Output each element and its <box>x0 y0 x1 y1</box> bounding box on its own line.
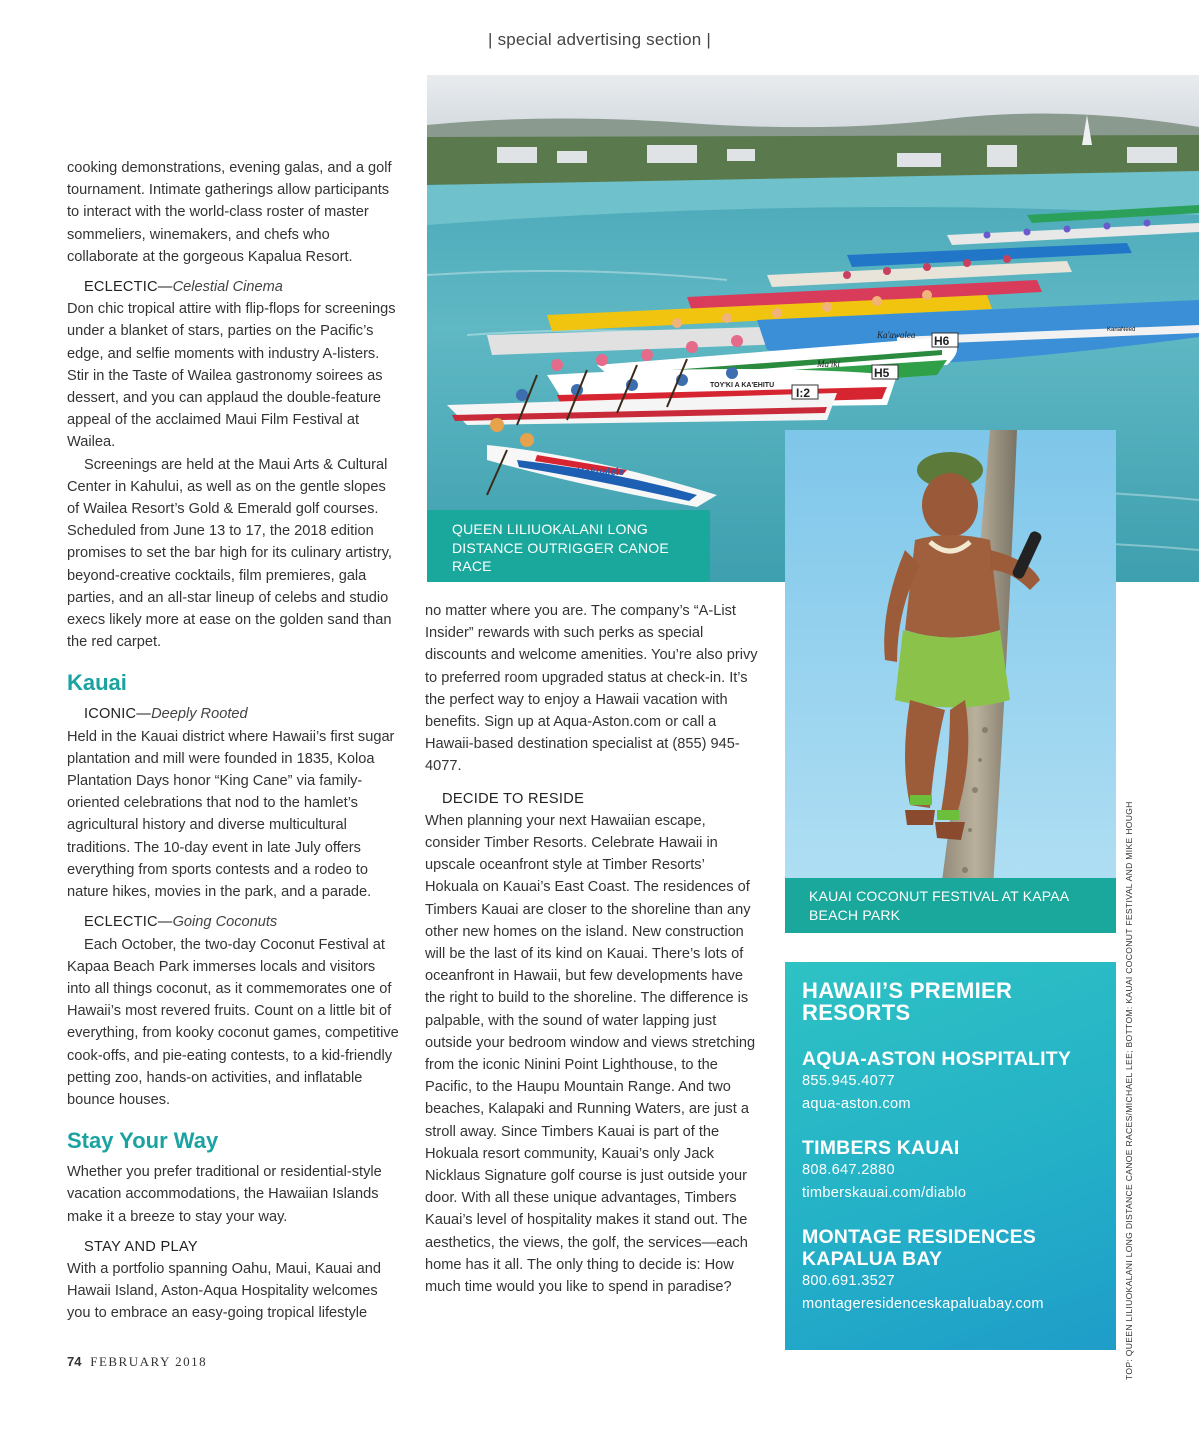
sidebar-title: HAWAII’S PREMIER RESORTS <box>802 978 1013 1025</box>
issue-date: FEBRUARY 2018 <box>90 1354 208 1369</box>
section-heading-stay: Stay Your Way <box>67 1128 219 1154</box>
subhead-kicker: ECLECTIC— <box>84 914 173 931</box>
subhead-kicker: ECLECTIC— <box>84 279 173 296</box>
canoe-number-h6: H6 <box>934 334 950 348</box>
photo-credit: TOP: QUEEN LILIUOKALANI LONG DISTANCE CANOE RACES/MICHAEL LEE; BOTTOM: KAUAI COCONUT FESTIVAL AND MIKE HOUGH <box>1124 801 1134 1380</box>
resort-entry <box>802 1226 1098 1316</box>
resort-phone: 808.647.2880 <box>802 1162 895 1178</box>
paragraph: Screenings are held at the Maui Arts & Cultural Center in Kahului, as well as on the gentle slopes of Wailea Resort’s Gold & Emerald golf courses. Scheduled from June 13 to 17, the 2018 edition promises to set the bar high for its culinary artistry, beyond-creative cocktails, film premieres, gala parties, and an all-star lineup of celebs and studio execs likely more at ease on the golden sand than the red carpet. <box>67 456 392 651</box>
canoe-number-h5: H5 <box>874 366 890 380</box>
paragraph: Each October, the two-day Coconut Festival at Kapaa Beach Park immerses locals and visitors into all things coconut, as it commemorates one of Hawaii’s most revered fruits. Count on a little bit of everything, from kooky coconut games, competitive cook-offs, and pie-eating contests, to a kid-friendly petting zoo, hands-on activities, and inflatable bounce houses. <box>67 936 399 1108</box>
paragraph: cooking demonstrations, evening galas, and a golf tournament. Intimate gatherings allow participants to interact with the world-class roster of master sommeliers, winemakers, and chefs who collaborate at the gorgeous Kapalua Resort. <box>67 160 392 265</box>
section-heading-kauai: Kauai <box>67 670 127 696</box>
paragraph: Don chic tropical attire with flip-flops for screenings under a blanket of stars, parties on the Pacific’s edge, and selfie moments with industry A-listers. Stir in the Taste of Wailea gastronomy soirees as dessert, and you can applaud the double-feature appeal of the acclaimed Maui Film Festival at Wailea. <box>67 301 396 451</box>
coconut-festival-photo <box>785 430 1116 933</box>
canoe-name-hokualele: Hokualele <box>577 467 625 478</box>
caption-coconut-festival: KAUAI COCONUT FESTIVAL AT KAPAA BEACH PARK <box>785 878 1116 933</box>
canoe-name-toyki: TOY'KI A KA'EHITU <box>710 382 775 389</box>
canoe-name-kaawalea: Ka'awalea <box>877 330 916 340</box>
paragraph: When planning your next Hawaiian escape, consider Timber Resorts. Celebrate Hawaii in upscale oceanfront style at Timber Resorts’ Hokuala on Kauai’s East Coast. The residences of Timbers Kauai are closer to the shoreline than any other new homes on the island. New construction will be the last of its kind on Kauai. There’s lots of oceanfront in Hawaii, but few developments have the right to build to the shoreline. The difference is palpable, with the sound of water lapping just outside your bedroom window and views stretching from the iconic Ninini Point Lighthouse, to the Pacific, to the Haupu Mountain Range. And two beaches, Kalapaki and Running Waters, are just a stroll away. Since Timbers Kauai is part of the Hokuala resort community, Kauai’s only Jack Nicklaus Signature golf course is just outside your door. With all these unique advantages, Timbers Kauai’s level of hospitality makes it stand out. The aesthetics, the views, the golf, the services—each home has it all. The only thing to decide is: How much time would you like to spend in paradise? <box>425 812 756 1296</box>
resort-phone: 855.945.4077 <box>802 1073 895 1089</box>
subhead-title: Deeply Rooted <box>151 706 248 723</box>
coconut-tree-climber-illustration <box>785 430 1116 933</box>
page-footer <box>67 1354 207 1370</box>
article-column-2 <box>425 600 760 1298</box>
section-header: | special advertising section | <box>488 30 711 49</box>
canoe-sponsor: KanaNeed <box>1107 327 1136 333</box>
resort-entry <box>802 1137 1098 1205</box>
paragraph: Whether you prefer traditional or residential-style vacation accommodations, the Hawaiian Islands make it a breeze to stay your way. <box>67 1164 382 1225</box>
paragraph: Held in the Kauai district where Hawaii’s first sugar plantation and mill were founded in 1835, Koloa Plantation Days honor “King Cane” via family-oriented celebrations that nod to the hamlet’s agricultural history and diverse multicultural traditions. The 10-day event in late July offers everything from sports contests and a rodeo to nature hikes, movies in the park, and a parade. <box>67 728 395 901</box>
subhead-title: Going Coconuts <box>172 914 278 931</box>
subhead-iconic <box>67 703 402 725</box>
resort-entry <box>802 1048 1098 1116</box>
subhead-stay-and-play: STAY AND PLAY <box>84 1238 198 1255</box>
page-number: 74 <box>67 1354 82 1369</box>
subhead-decide-to-reside: DECIDE TO RESIDE <box>442 790 585 807</box>
resort-url[interactable]: aqua-aston.com <box>802 1096 911 1112</box>
article-column-1 <box>67 157 402 1325</box>
resort-url[interactable]: timberskauai.com/diablo <box>802 1185 967 1201</box>
resort-name: AQUA-ASTON HOSPITALITY <box>802 1048 1072 1070</box>
resort-name: TIMBERS KAUAI <box>802 1137 960 1159</box>
caption-canoe-race: QUEEN LILIUOKALANI LONG DISTANCE OUTRIGGER CANOE RACE <box>427 510 710 582</box>
subhead-eclectic-cinema <box>67 276 402 298</box>
premier-resorts-sidebar <box>785 962 1116 1350</box>
subhead-eclectic-coconuts <box>67 911 402 933</box>
canoe-name-maiki: Ma'iki <box>817 359 840 369</box>
subhead-title: Celestial Cinema <box>172 279 283 296</box>
resort-url[interactable]: montageresidenceskapaluabay.com <box>802 1296 1044 1312</box>
resort-name: MONTAGE RESIDENCES KAPALUA BAY <box>802 1226 1037 1270</box>
paragraph: no matter where you are. The company’s “A-List Insider” rewards with such perks as special discounts and welcome amenities. You’re also privy to preferred room upgraded status at check-in. It’s the perfect way to enjoy a Hawaii vacation with benefits. Sign up at Aqua-Aston.com or call a Hawaii-based destination specialist at (855) 945-4077. <box>425 603 758 775</box>
subhead-kicker: ICONIC— <box>84 706 152 723</box>
paragraph: With a portfolio spanning Oahu, Maui, Kauai and Hawaii Island, Aston-Aqua Hospitality welcomes you to embrace an easy-going tropical lifestyle <box>67 1260 381 1322</box>
canoe-number-i2: I:2 <box>796 386 811 400</box>
resort-phone: 800.691.3527 <box>802 1273 895 1289</box>
